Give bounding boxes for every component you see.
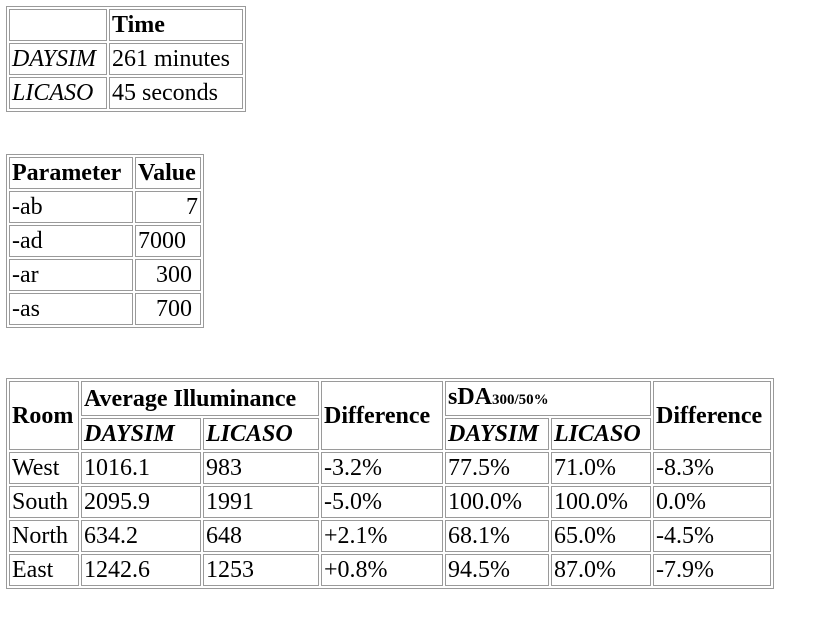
table-row xyxy=(9,225,201,257)
illuminance-licaso-header: LICASO xyxy=(203,418,319,450)
table-header-cell: Time xyxy=(109,9,243,41)
sda-difference-cell: -7.9% xyxy=(653,554,771,586)
illuminance-licaso-cell: 1991 xyxy=(203,486,319,518)
illuminance-licaso-cell: 983 xyxy=(203,452,319,484)
sda-daysim-cell: 68.1% xyxy=(445,520,549,552)
sda-daysim-header: DAYSIM xyxy=(445,418,549,450)
illuminance-daysim-cell: 634.2 xyxy=(81,520,201,552)
table-row xyxy=(9,259,201,291)
table-row xyxy=(9,77,243,109)
tool-name-cell: LICASO xyxy=(9,77,107,109)
illuminance-difference-cell: -5.0% xyxy=(321,486,443,518)
illuminance-difference-header: Difference xyxy=(321,381,443,450)
sda-difference-cell: -4.5% xyxy=(653,520,771,552)
parameter-cell: -ad xyxy=(9,225,133,257)
sda-difference-cell: -8.3% xyxy=(653,452,771,484)
table-header-cell: Parameter xyxy=(9,157,133,189)
room-cell: North xyxy=(9,520,79,552)
parameter-cell: -ar xyxy=(9,259,133,291)
room-cell: East xyxy=(9,554,79,586)
room-cell: South xyxy=(9,486,79,518)
table-header-cell xyxy=(9,9,107,41)
table-header-cell: Value xyxy=(135,157,201,189)
table-row xyxy=(9,191,201,223)
table-header-row xyxy=(9,381,771,416)
time-cell: 261 minutes xyxy=(109,43,243,75)
table-row xyxy=(9,486,771,518)
sda-daysim-cell: 77.5% xyxy=(445,452,549,484)
sda-licaso-cell: 65.0% xyxy=(551,520,651,552)
illuminance-difference-cell: +2.1% xyxy=(321,520,443,552)
sda-daysim-cell: 94.5% xyxy=(445,554,549,586)
illuminance-difference-cell: +0.8% xyxy=(321,554,443,586)
sda-header xyxy=(445,381,651,416)
parameter-cell: -as xyxy=(9,293,133,325)
value-cell: 700 xyxy=(135,293,201,325)
parameter-cell: -ab xyxy=(9,191,133,223)
sda-licaso-cell: 87.0% xyxy=(551,554,651,586)
illuminance-daysim-cell: 1016.1 xyxy=(81,452,201,484)
table-row xyxy=(9,293,201,325)
sda-daysim-cell: 100.0% xyxy=(445,486,549,518)
sda-licaso-cell: 100.0% xyxy=(551,486,651,518)
table-row xyxy=(9,554,771,586)
illuminance-daysim-header: DAYSIM xyxy=(81,418,201,450)
room-results-table xyxy=(6,378,774,589)
parameters-table xyxy=(6,154,204,328)
illuminance-licaso-cell: 1253 xyxy=(203,554,319,586)
value-cell: 7000 xyxy=(135,225,201,257)
room-cell: West xyxy=(9,452,79,484)
sda-subscript: 300/50% xyxy=(492,392,549,408)
simulation-time-table xyxy=(6,6,246,112)
sda-licaso-header: LICASO xyxy=(551,418,651,450)
table-row xyxy=(9,520,771,552)
value-cell: 300 xyxy=(135,259,201,291)
illuminance-daysim-cell: 2095.9 xyxy=(81,486,201,518)
table-row xyxy=(9,43,243,75)
value-cell: 7 xyxy=(135,191,201,223)
sda-licaso-cell: 71.0% xyxy=(551,452,651,484)
table-header-row xyxy=(9,9,243,41)
sda-label: sDA xyxy=(448,384,493,410)
room-header: Room xyxy=(9,381,79,450)
sda-difference-header: Difference xyxy=(653,381,771,450)
table-header-row xyxy=(9,157,201,189)
time-cell: 45 seconds xyxy=(109,77,243,109)
illuminance-licaso-cell: 648 xyxy=(203,520,319,552)
table-row xyxy=(9,452,771,484)
illuminance-difference-cell: -3.2% xyxy=(321,452,443,484)
illuminance-daysim-cell: 1242.6 xyxy=(81,554,201,586)
sda-difference-cell: 0.0% xyxy=(653,486,771,518)
tool-name-cell: DAYSIM xyxy=(9,43,107,75)
average-illuminance-header: Average Illuminance xyxy=(81,381,319,416)
